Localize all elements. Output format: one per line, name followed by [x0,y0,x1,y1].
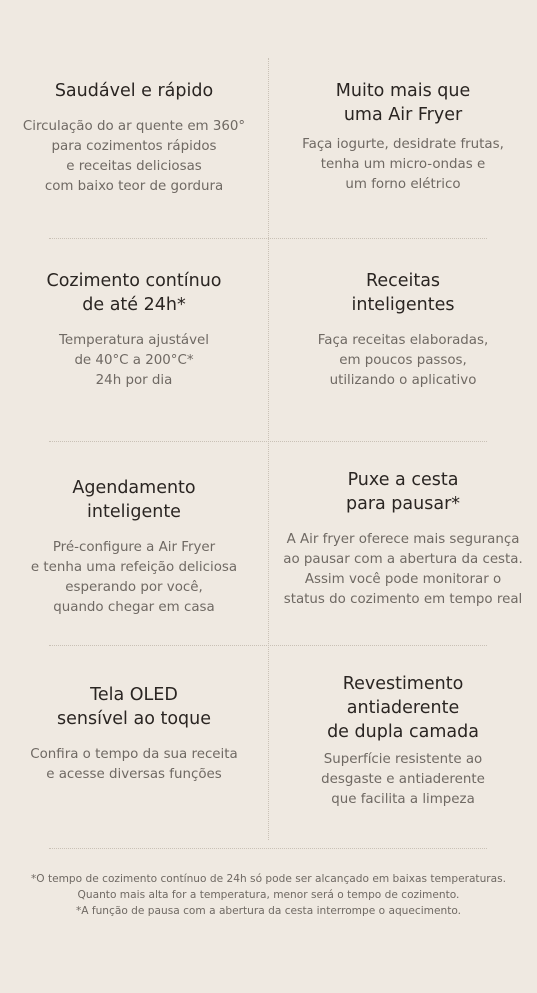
feature-title: Saudável e rápido [54,81,214,101]
feature-description: Confira o tempo da sua receita e acesse diversas funções [30,747,238,782]
feature-smart-recipes [269,269,537,391]
feature-title: Agendamento inteligente [72,478,196,522]
horizontal-divider [49,645,487,646]
feature-title: Cozimento contínuo de até 24h* [46,271,222,315]
feature-description: Faça iogurte, desidrate frutas, tenha um micro-ondas e um forno elétrico [302,137,504,192]
feature-description: A Air fryer oferece mais segurança ao pausar com a abertura da cesta. Assim você pode monitorar o status do cozimento em tempo real [283,532,523,607]
feature-title: Muito mais que uma Air Fryer [335,81,471,125]
feature-description: Pré-configure a Air Fryer e tenha uma refeição deliciosa esperando por você, quando chegar em casa [30,540,238,615]
feature-title: Puxe a cesta para pausar* [345,470,461,514]
horizontal-divider [49,848,487,849]
feature-healthy-fast [0,79,268,197]
feature-description: Circulação do ar quente em 360° para cozimentos rápidos e receitas deliciosas com baixo teor de gordura [22,119,246,194]
feature-description: Faça receitas elaboradas, em poucos passos, utilizando o aplicativo [317,333,489,388]
feature-double-layer-coating [269,672,537,810]
footnotes: *O tempo de cozimento contínuo de 24h só pode ser alcançado em baixas temperaturas. Quanto mais alta for a temperatura, menor será o tempo de cozimento. *A função de pausa com a abertura da cesta interrompe o aquecimento. [30,873,507,917]
feature-oled-touch-screen [0,683,268,785]
feature-pull-basket-pause [269,468,537,610]
horizontal-divider [49,238,487,239]
horizontal-divider [49,441,487,442]
feature-more-than-air-fryer [269,79,537,195]
feature-continuous-cooking [0,269,268,391]
feature-title: Tela OLED sensível ao toque [56,685,212,729]
feature-smart-scheduling [0,476,268,618]
feature-title: Receitas inteligentes [351,271,455,315]
feature-description: Superfície resistente ao desgaste e antiaderente que facilita a limpeza [321,752,485,807]
feature-description: Temperatura ajustável de 40°C a 200°C* 24h por dia [58,333,210,388]
feature-title: Revestimento antiaderente de dupla camada [327,674,479,742]
